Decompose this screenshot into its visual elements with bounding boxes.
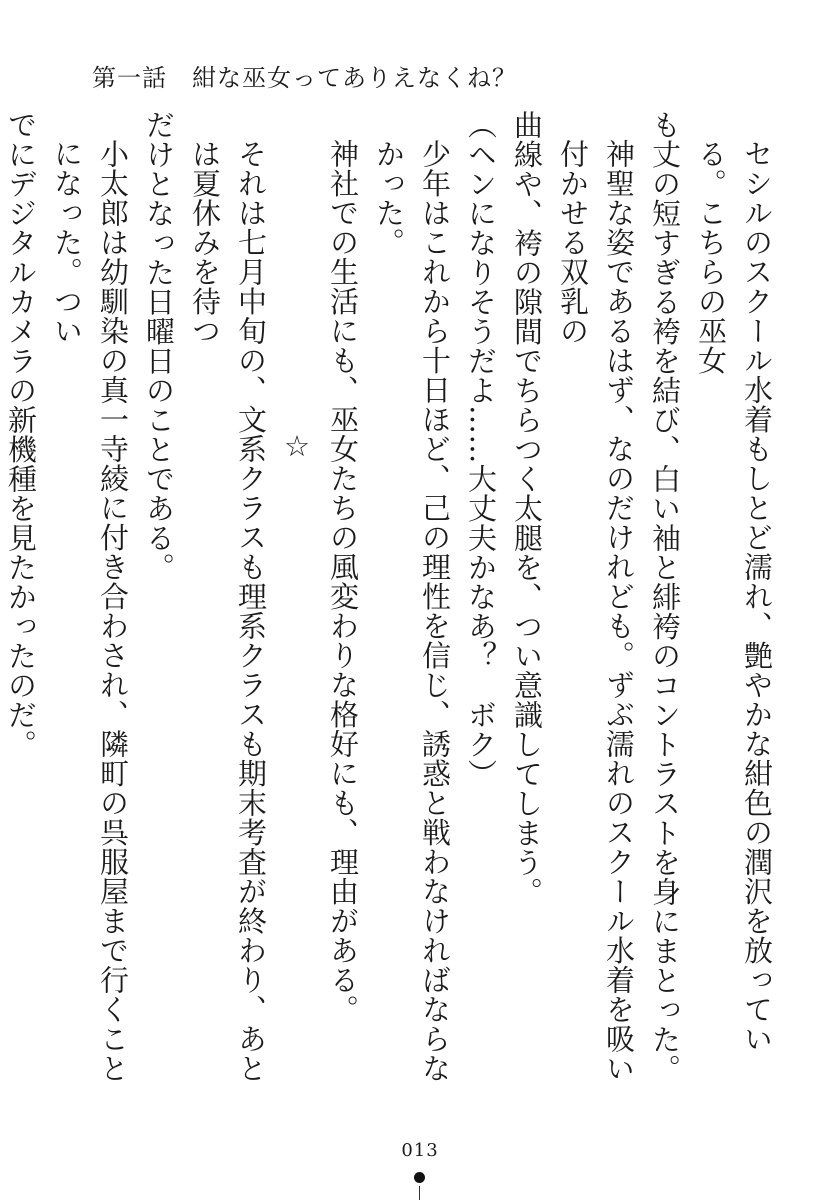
- section-break-star: ☆: [280, 429, 314, 464]
- page-number: 013: [401, 1140, 439, 1161]
- text-line: 神社での生活にも、巫女たちの風変わりな格好にも、理由がある。: [326, 139, 360, 1024]
- text-line: でにデジタルカメラの新機種を見たかったのだ。: [4, 110, 38, 759]
- folio-rule: [419, 1186, 420, 1200]
- running-head: 第一話 紺な巫女ってありえなくね？: [92, 64, 517, 92]
- text-line: （ヘンになりそうだよ……大丈夫かなあ？ ボク）: [464, 110, 498, 789]
- text-line: 神聖な姿であるはず、なのだけれども。ずぶ濡れのスクール水着を吸い付かせる双乳の: [556, 139, 636, 1083]
- text-line: 少年はこれから十日ほど、己の理性を信じ、誘惑と戦わなければならなかった。: [372, 139, 452, 1083]
- body-text: [4, 110, 780, 1110]
- text-line: それは七月中旬の、文系クラスも理系クラスも期末考査が終わり、あとは夏休みを待つ: [188, 139, 268, 1083]
- text-line: セシルのスクール水着もしとど濡れ、艶やかな紺色の潤沢を放っている。こちらの巫女: [694, 139, 774, 1054]
- text-line: 小太郎は幼馴染の真一寺綾に付き合わされ、隣町の呉服屋まで行くことになった。つい: [50, 139, 130, 1083]
- folio-dot: [414, 1172, 425, 1183]
- text-line: も丈の短すぎる袴を結び、白い袖と緋袴のコントラストを身にまとった。: [648, 110, 682, 1084]
- text-line: だけとなった日曜日のことである。: [142, 110, 176, 582]
- text-line: 曲線や、袴の隙間でちらつく太腿を、つい意識してしまう。: [510, 110, 544, 907]
